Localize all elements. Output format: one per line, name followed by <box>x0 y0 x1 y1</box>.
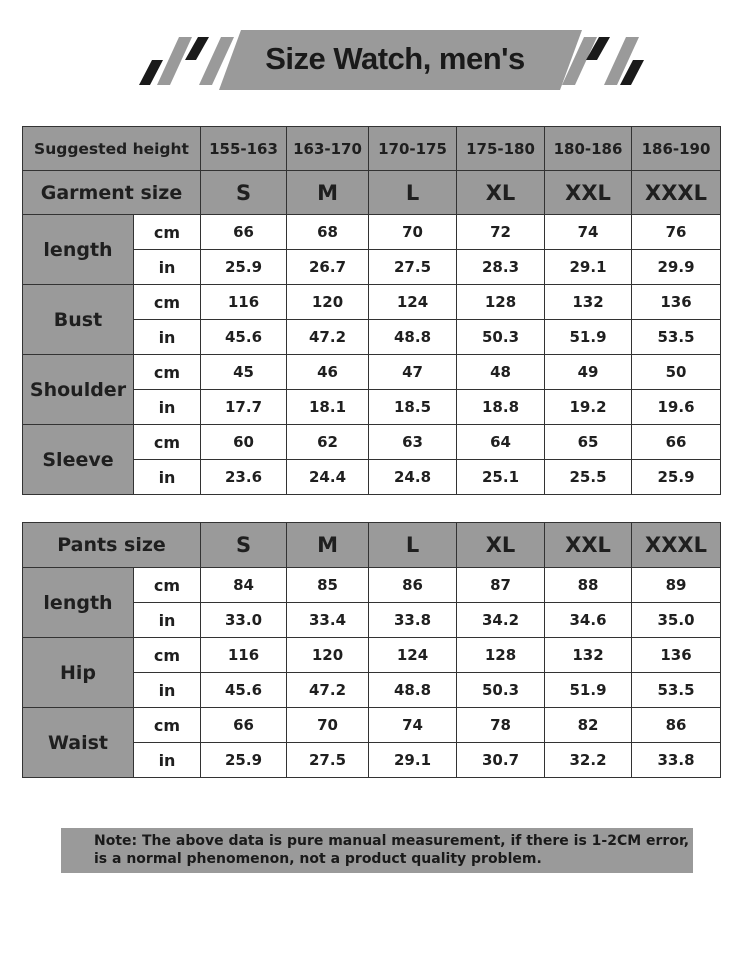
value-cell: 53.5 <box>632 673 721 708</box>
value-cell: 23.6 <box>201 460 287 495</box>
title-banner <box>0 0 750 110</box>
measurement-row <box>23 425 721 460</box>
size-label-cell: XL <box>457 171 545 215</box>
value-cell: 28.3 <box>457 250 545 285</box>
garment-size-table <box>22 126 721 495</box>
measurement-row <box>23 355 721 390</box>
unit-label: cm <box>134 215 201 250</box>
value-cell: 78 <box>457 708 545 743</box>
value-cell: 85 <box>287 568 369 603</box>
size-label-cell: XXXL <box>632 523 721 568</box>
size-header-row <box>23 171 721 215</box>
value-cell: 25.9 <box>201 250 287 285</box>
value-cell: 84 <box>201 568 287 603</box>
value-cell: 18.8 <box>457 390 545 425</box>
value-cell: 50.3 <box>457 320 545 355</box>
value-cell: 29.9 <box>632 250 721 285</box>
value-cell: 66 <box>201 215 287 250</box>
value-cell: 45 <box>201 355 287 390</box>
measurement-row <box>23 708 721 743</box>
page-title: Size Watch, men's <box>265 41 525 76</box>
value-cell: 49 <box>545 355 632 390</box>
value-cell: 48 <box>457 355 545 390</box>
unit-label: in <box>134 460 201 495</box>
value-cell: 50 <box>632 355 721 390</box>
value-cell: 65 <box>545 425 632 460</box>
measurement-row <box>23 568 721 603</box>
unit-label: cm <box>134 568 201 603</box>
value-cell: 63 <box>369 425 457 460</box>
value-cell: 76 <box>632 215 721 250</box>
value-cell: 70 <box>287 708 369 743</box>
note-box <box>61 828 693 873</box>
value-cell: 86 <box>369 568 457 603</box>
pants-size-table <box>22 522 721 778</box>
value-cell: 128 <box>457 638 545 673</box>
measurement-label: Sleeve <box>23 425 134 495</box>
value-cell: 60 <box>201 425 287 460</box>
unit-label: cm <box>134 708 201 743</box>
value-cell: 51.9 <box>545 673 632 708</box>
measurement-label: length <box>23 568 134 638</box>
value-cell: 24.4 <box>287 460 369 495</box>
value-cell: 34.2 <box>457 603 545 638</box>
note-line-2: is a normal phenomenon, not a product quality problem. <box>94 851 542 867</box>
value-cell: 86 <box>632 708 721 743</box>
value-cell: 45.6 <box>201 673 287 708</box>
measurement-label: length <box>23 215 134 285</box>
value-cell: 33.8 <box>632 743 721 778</box>
size-label-cell: S <box>201 171 287 215</box>
value-cell: 136 <box>632 638 721 673</box>
measurement-row <box>23 215 721 250</box>
value-cell: 120 <box>287 638 369 673</box>
value-cell: 45.6 <box>201 320 287 355</box>
height-range-cell: 163-170 <box>287 127 369 171</box>
value-cell: 136 <box>632 285 721 320</box>
measurement-label: Waist <box>23 708 134 778</box>
value-cell: 17.7 <box>201 390 287 425</box>
value-cell: 33.4 <box>287 603 369 638</box>
value-cell: 124 <box>369 285 457 320</box>
value-cell: 26.7 <box>287 250 369 285</box>
size-label-cell: S <box>201 523 287 568</box>
value-cell: 25.1 <box>457 460 545 495</box>
value-cell: 32.2 <box>545 743 632 778</box>
height-range-cell: 170-175 <box>369 127 457 171</box>
value-cell: 88 <box>545 568 632 603</box>
measurement-label: Bust <box>23 285 134 355</box>
value-cell: 27.5 <box>287 743 369 778</box>
size-label-cell: XXL <box>545 523 632 568</box>
unit-label: in <box>134 673 201 708</box>
value-cell: 68 <box>287 215 369 250</box>
measurement-label: Shoulder <box>23 355 134 425</box>
value-cell: 25.9 <box>632 460 721 495</box>
value-cell: 48.8 <box>369 673 457 708</box>
unit-label: cm <box>134 425 201 460</box>
unit-label: in <box>134 320 201 355</box>
measurement-row <box>23 285 721 320</box>
value-cell: 18.1 <box>287 390 369 425</box>
value-cell: 53.5 <box>632 320 721 355</box>
value-cell: 48.8 <box>369 320 457 355</box>
unit-label: in <box>134 390 201 425</box>
height-header-label: Suggested height <box>23 127 201 171</box>
height-range-cell: 155-163 <box>201 127 287 171</box>
measurement-row <box>23 638 721 673</box>
value-cell: 116 <box>201 638 287 673</box>
value-cell: 116 <box>201 285 287 320</box>
value-cell: 29.1 <box>369 743 457 778</box>
value-cell: 19.2 <box>545 390 632 425</box>
value-cell: 62 <box>287 425 369 460</box>
value-cell: 25.5 <box>545 460 632 495</box>
value-cell: 82 <box>545 708 632 743</box>
value-cell: 24.8 <box>369 460 457 495</box>
size-label-cell: XXXL <box>632 171 721 215</box>
unit-label: cm <box>134 355 201 390</box>
size-header-label: Pants size <box>23 523 201 568</box>
size-header-row <box>23 523 721 568</box>
unit-label: in <box>134 250 201 285</box>
value-cell: 47.2 <box>287 320 369 355</box>
size-header-label: Garment size <box>23 171 201 215</box>
value-cell: 47 <box>369 355 457 390</box>
size-label-cell: L <box>369 171 457 215</box>
height-header-row <box>23 127 721 171</box>
value-cell: 50.3 <box>457 673 545 708</box>
unit-label: cm <box>134 638 201 673</box>
note-line-1: Note: The above data is pure manual measurement, if there is 1-2CM error, <box>94 833 690 849</box>
value-cell: 70 <box>369 215 457 250</box>
value-cell: 34.6 <box>545 603 632 638</box>
unit-label: in <box>134 603 201 638</box>
value-cell: 30.7 <box>457 743 545 778</box>
value-cell: 72 <box>457 215 545 250</box>
value-cell: 74 <box>369 708 457 743</box>
size-label-cell: M <box>287 171 369 215</box>
size-label-cell: XL <box>457 523 545 568</box>
value-cell: 33.8 <box>369 603 457 638</box>
height-range-cell: 180-186 <box>545 127 632 171</box>
value-cell: 124 <box>369 638 457 673</box>
value-cell: 66 <box>632 425 721 460</box>
value-cell: 64 <box>457 425 545 460</box>
size-label-cell: XXL <box>545 171 632 215</box>
value-cell: 27.5 <box>369 250 457 285</box>
value-cell: 25.9 <box>201 743 287 778</box>
value-cell: 35.0 <box>632 603 721 638</box>
value-cell: 132 <box>545 638 632 673</box>
value-cell: 47.2 <box>287 673 369 708</box>
value-cell: 46 <box>287 355 369 390</box>
measurement-label: Hip <box>23 638 134 708</box>
height-range-cell: 175-180 <box>457 127 545 171</box>
value-cell: 74 <box>545 215 632 250</box>
value-cell: 18.5 <box>369 390 457 425</box>
value-cell: 33.0 <box>201 603 287 638</box>
size-label-cell: M <box>287 523 369 568</box>
size-label-cell: L <box>369 523 457 568</box>
value-cell: 128 <box>457 285 545 320</box>
value-cell: 132 <box>545 285 632 320</box>
unit-label: in <box>134 743 201 778</box>
value-cell: 51.9 <box>545 320 632 355</box>
height-range-cell: 186-190 <box>632 127 721 171</box>
value-cell: 87 <box>457 568 545 603</box>
value-cell: 19.6 <box>632 390 721 425</box>
value-cell: 89 <box>632 568 721 603</box>
unit-label: cm <box>134 285 201 320</box>
value-cell: 29.1 <box>545 250 632 285</box>
value-cell: 120 <box>287 285 369 320</box>
value-cell: 66 <box>201 708 287 743</box>
